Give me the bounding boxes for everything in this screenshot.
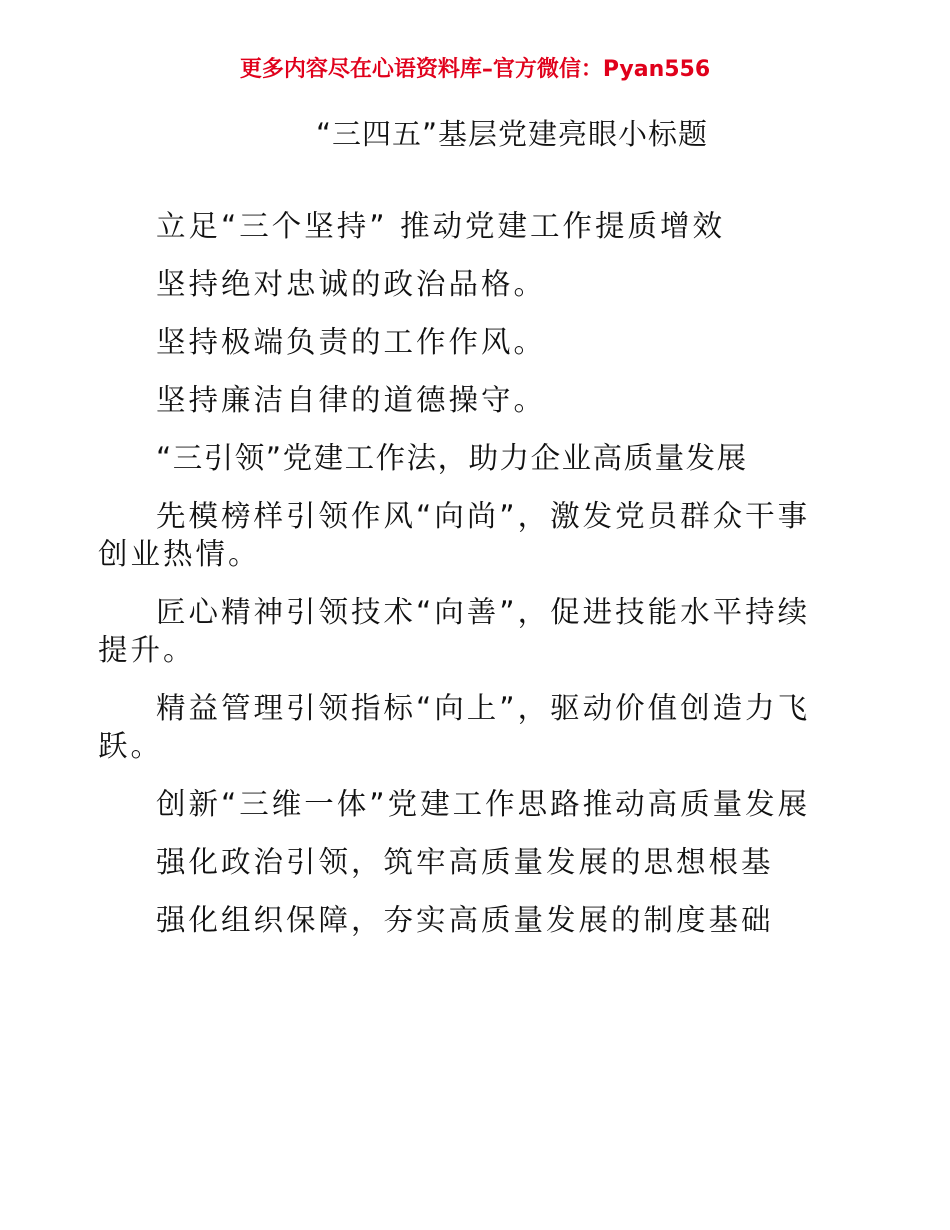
document-body — [98, 207, 842, 959]
heading-three-leads: “三引领”党建工作法，助力企业高质量发展 — [156, 441, 748, 475]
body-paragraph: 精益管理引领指标“向上”，驱动价值创造力飞跃。 — [98, 691, 811, 763]
body-paragraph: 坚持极端负责的工作作风。 — [156, 325, 547, 359]
heading-three-dimensions: 创新“三维一体”党建工作思路推动高质量发展 — [156, 787, 811, 821]
body-paragraph: 强化政治引领，筑牢高质量发展的思想根基 — [156, 845, 774, 879]
heading-three-persistences: 立足“三个坚持” 推动党建工作提质增效 — [156, 209, 725, 243]
body-paragraph: 强化组织保障，夯实高质量发展的制度基础 — [156, 903, 774, 937]
body-paragraph: 坚持廉洁自律的道德操守。 — [156, 383, 547, 417]
document-title: “三四五”基层党建亮眼小标题 — [315, 117, 709, 151]
header-watermark-note: 更多内容尽在心语资料库–官方微信：Pyan556 — [239, 57, 711, 82]
body-paragraph: 坚持绝对忠诚的政治品格。 — [156, 267, 547, 301]
body-paragraph: 先模榜样引领作风“向尚”，激发党员群众干事创业热情。 — [98, 499, 811, 571]
body-paragraph: 匠心精神引领技术“向善”，促进技能水平持续提升。 — [98, 595, 811, 667]
